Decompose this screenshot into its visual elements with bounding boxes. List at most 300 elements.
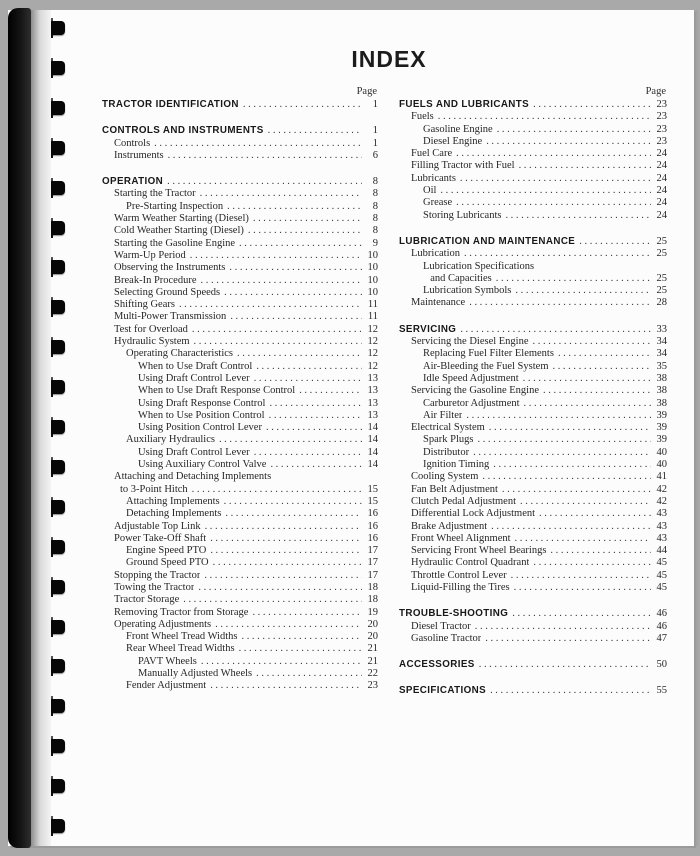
index-entry (102, 348, 378, 360)
page-number: 45 (656, 581, 667, 593)
page-number: 10 (367, 262, 378, 274)
dot-leader (205, 521, 362, 533)
dot-leader (558, 348, 651, 360)
entry-label: Power Take-Off Shaft (114, 532, 207, 544)
entry-label: Front Wheel Alignment (411, 532, 511, 544)
page-number: 15 (367, 495, 378, 507)
index-entry (102, 668, 378, 680)
page-number: 17 (367, 569, 378, 581)
dot-leader (493, 459, 651, 471)
page-number: 9 (372, 237, 378, 249)
page-number: 43 (656, 520, 667, 532)
dot-leader (210, 533, 362, 545)
page-number: 44 (656, 545, 667, 557)
index-entry (102, 324, 378, 336)
entry-label: Brake Adjustment (411, 520, 488, 532)
dot-leader (239, 643, 362, 655)
index-entry (102, 336, 378, 348)
index-entry (399, 385, 667, 397)
index-entry (102, 385, 378, 397)
dot-leader (460, 173, 651, 185)
index-entry (399, 173, 667, 185)
entry-label: Maintenance (411, 297, 466, 309)
dot-leader (497, 124, 651, 136)
page-number: 45 (656, 569, 667, 581)
page-number: 24 (656, 172, 667, 184)
dot-leader (456, 148, 651, 160)
page-number: 21 (367, 655, 378, 667)
dot-leader (192, 324, 362, 336)
page-number: 41 (656, 471, 667, 483)
dot-leader (183, 594, 362, 606)
page-number: 38 (656, 397, 667, 409)
dot-leader (210, 680, 362, 692)
index-entry (102, 361, 378, 373)
dot-leader (464, 248, 651, 260)
entry-label: Filling Tractor with Fuel (411, 160, 515, 172)
page-number: 43 (656, 508, 667, 520)
page-number: 28 (656, 297, 667, 309)
dot-leader (256, 668, 362, 680)
index-entry (399, 210, 667, 222)
entry-label: Carburetor Adjustment (423, 397, 520, 409)
index-section-heading (399, 99, 667, 111)
page-number: 13 (367, 385, 378, 397)
page-number: 20 (367, 618, 378, 630)
entry-label: Towing the Tractor (114, 581, 195, 593)
index-entry (102, 287, 378, 299)
page-number: 43 (656, 532, 667, 544)
entry-label: Selecting Ground Speeds (114, 286, 221, 298)
page-number: 18 (367, 594, 378, 606)
dot-leader (550, 545, 651, 557)
index-entry (102, 570, 378, 582)
entry-label: Hydraulic Control Quadrant (411, 557, 530, 569)
entry-label: TRACTOR IDENTIFICATION (102, 99, 239, 110)
index-entry (102, 373, 378, 385)
index-entry (102, 213, 378, 225)
entry-label: Stopping the Tractor (114, 569, 201, 581)
page-number: 46 (656, 608, 667, 620)
index-entry (102, 225, 378, 237)
dot-leader (460, 324, 651, 336)
entry-label: Starting the Tractor (114, 188, 196, 200)
page-number: 12 (367, 360, 378, 372)
entry-label: Oil (423, 185, 437, 197)
page-number: 12 (367, 323, 378, 335)
comb-binding-spine (8, 8, 31, 848)
page-number: 39 (656, 409, 667, 421)
dot-leader (225, 508, 362, 520)
dot-leader (486, 136, 651, 148)
index-entry (399, 557, 667, 569)
entry-label: Attaching Implements (126, 495, 220, 507)
dot-leader (519, 160, 651, 172)
dot-leader (469, 297, 651, 309)
dot-leader (252, 607, 362, 619)
page-number: 8 (372, 200, 378, 212)
entry-label: SPECIFICATIONS (399, 685, 487, 697)
entry-label: Lubrication Symbols (423, 285, 512, 297)
dot-leader (520, 496, 651, 508)
page-number: 13 (367, 409, 378, 421)
dot-leader (515, 285, 651, 297)
page-number: 8 (372, 176, 378, 188)
index-entry (399, 545, 667, 557)
index-entry (102, 275, 378, 287)
index-entry (399, 185, 667, 197)
entry-label: Auxiliary Hydraulics (126, 434, 215, 446)
page-number: 33 (656, 323, 667, 335)
page-number: 42 (656, 495, 667, 507)
entry-label: Observing the Instruments (114, 262, 226, 274)
dot-leader (579, 236, 651, 248)
entry-label: SERVICING (399, 323, 457, 335)
dot-leader (512, 608, 651, 620)
dot-leader (229, 262, 362, 274)
entry-label: Liquid-Filling the Tires (411, 581, 510, 593)
page-number: 46 (656, 620, 667, 632)
page-number: 6 (372, 149, 378, 161)
page-curl-edge (31, 10, 51, 846)
page-number: 45 (656, 557, 667, 569)
index-entry (399, 398, 667, 410)
index-entry (399, 496, 667, 508)
entry-label: Spark Plugs (423, 434, 474, 446)
entry-label: Shifting Gears (114, 299, 175, 311)
page-number: 21 (367, 643, 378, 655)
entry-label: Detaching Implements (126, 508, 222, 520)
dot-leader (241, 631, 362, 643)
entry-label: Break-In Procedure (114, 274, 197, 286)
index-entry (399, 197, 667, 209)
dot-leader (200, 188, 362, 200)
index-column-left (102, 86, 378, 693)
index-entry (102, 619, 378, 631)
entry-label: When to Use Position Control (138, 409, 265, 421)
index-entry (399, 521, 667, 533)
page-number: 23 (656, 111, 667, 123)
entry-label: TROUBLE-SHOOTING (399, 608, 509, 620)
dot-leader (438, 111, 651, 123)
page-number: 38 (656, 385, 667, 397)
dot-leader (456, 197, 651, 209)
dot-leader (268, 125, 362, 137)
page-number: 14 (367, 459, 378, 471)
page-number: 38 (656, 372, 667, 384)
dot-leader (204, 570, 362, 582)
page-column-label: Page (645, 86, 666, 97)
index-entry (399, 447, 667, 459)
index-entry (102, 238, 378, 250)
index-entry (399, 336, 667, 348)
index-entry (102, 299, 378, 311)
page-number: 40 (656, 459, 667, 471)
dot-leader (192, 484, 362, 496)
page-number: 24 (656, 209, 667, 221)
index-entry (399, 273, 667, 285)
index-entry (102, 607, 378, 619)
page-number: 25 (656, 285, 667, 297)
page-number: 15 (367, 483, 378, 495)
entry-label: ACCESSORIES (399, 659, 475, 671)
index-entry (399, 471, 667, 483)
page-number: 25 (656, 272, 667, 284)
dot-leader (473, 447, 651, 459)
page-number: 25 (656, 248, 667, 260)
entry-label: Starting the Gasoline Engine (114, 237, 236, 249)
index-entry (399, 261, 667, 273)
page-number: 39 (656, 434, 667, 446)
entry-label: Fan Belt Adjustment (411, 483, 498, 495)
index-column-right (399, 86, 667, 698)
page-number: 22 (367, 668, 378, 680)
index-entry (102, 680, 378, 692)
dot-leader (479, 659, 651, 671)
page-number: 24 (656, 197, 667, 209)
index-entry (102, 484, 378, 496)
entry-label: Servicing the Diesel Engine (411, 336, 529, 348)
paper-sheet (8, 10, 694, 846)
index-entry (399, 570, 667, 582)
index-entry (399, 361, 667, 373)
dot-leader (269, 410, 362, 422)
index-entry (102, 594, 378, 606)
index-entry (399, 124, 667, 136)
page-number: 18 (367, 581, 378, 593)
entry-label: LUBRICATION AND MAINTENANCE (399, 235, 576, 247)
entry-label: Controls (114, 137, 151, 149)
entry-label: Adjustable Top Link (114, 520, 201, 532)
page-number: 34 (656, 336, 667, 348)
page-number: 25 (656, 235, 667, 247)
page-number: 12 (367, 336, 378, 348)
dot-leader (230, 311, 362, 323)
dot-leader (511, 570, 651, 582)
dot-leader (533, 557, 651, 569)
entry-label: Hydraulic System (114, 336, 190, 348)
index-section-heading (399, 659, 667, 671)
entry-label: Gasoline Tractor (411, 632, 482, 644)
page-number: 23 (656, 123, 667, 135)
dot-leader (190, 250, 362, 262)
dot-leader (219, 434, 362, 446)
dot-leader (237, 348, 362, 360)
entry-label: to 3-Point Hitch (120, 483, 188, 495)
entry-label: and Capacities (430, 272, 492, 284)
dot-leader (552, 361, 651, 373)
page-number: 11 (367, 311, 378, 323)
entry-label: Operating Adjustments (114, 618, 212, 630)
entry-label: Idle Speed Adjustment (423, 372, 519, 384)
index-entry (399, 111, 667, 123)
index-section-heading (399, 608, 667, 620)
entry-label: Removing Tractor from Storage (114, 606, 249, 618)
page-number: 1 (372, 125, 378, 137)
index-entry (102, 422, 378, 434)
dot-leader (533, 99, 651, 111)
dot-leader (299, 385, 362, 397)
entry-label: Grease (423, 197, 453, 209)
dot-leader (505, 210, 651, 222)
entry-label: Servicing Front Wheel Bearings (411, 545, 547, 557)
entry-label: Cold Weather Starting (Diesel) (114, 225, 244, 237)
entry-label: Using Draft Control Lever (138, 446, 250, 458)
index-section-heading (399, 236, 667, 248)
dot-leader (227, 201, 362, 213)
page-number: 24 (656, 185, 667, 197)
page-number: 1 (372, 99, 378, 110)
page-title: INDEX (351, 46, 427, 72)
page-number: 34 (656, 348, 667, 360)
dot-leader (496, 273, 651, 285)
dot-leader (524, 398, 651, 410)
dot-leader (168, 150, 362, 162)
page-column-label: Page (356, 86, 377, 97)
index-section-heading (102, 125, 378, 137)
index-entry (102, 459, 378, 471)
page-number: 11 (367, 299, 378, 311)
index-entry (399, 410, 667, 422)
entry-label: FUELS AND LUBRICANTS (399, 99, 530, 110)
dot-leader (254, 373, 362, 385)
index-entry (102, 188, 378, 200)
entry-label: Pre-Starting Inspection (126, 200, 224, 212)
entry-label: Rear Wheel Tread Widths (126, 643, 235, 655)
entry-label: Distributor (423, 446, 470, 458)
page-number: 19 (367, 606, 378, 618)
dot-leader (543, 385, 651, 397)
entry-label: Servicing the Gasoline Engine (411, 385, 540, 397)
index-entry (399, 459, 667, 471)
entry-label: Lubricants (411, 172, 456, 184)
dot-leader (198, 582, 362, 594)
page-number: 14 (367, 434, 378, 446)
dot-leader (514, 582, 651, 594)
entry-label: Using Draft Response Control (138, 397, 266, 409)
dot-leader (248, 225, 362, 237)
entry-label: Differential Lock Adjustment (411, 508, 536, 520)
index-section-heading (102, 99, 378, 111)
entry-label: PAVT Wheels (138, 655, 197, 667)
page-number: 14 (367, 422, 378, 434)
dot-leader (502, 484, 651, 496)
dot-leader (533, 336, 651, 348)
entry-label: CONTROLS AND INSTRUMENTS (102, 125, 264, 137)
entry-label: Engine Speed PTO (126, 545, 207, 557)
entry-label: Multi-Power Transmission (114, 311, 227, 323)
dot-leader (239, 238, 362, 250)
entry-label: Clutch Pedal Adjustment (411, 495, 516, 507)
page-number: 55 (656, 685, 667, 697)
page-number: 16 (367, 532, 378, 544)
entry-label: Manually Adjusted Wheels (138, 668, 253, 680)
entry-label: Test for Overload (114, 323, 188, 335)
dot-leader (154, 138, 362, 150)
index-rows-left (102, 99, 378, 693)
entry-label: Lubrication (411, 248, 460, 260)
page-number: 10 (367, 249, 378, 261)
entry-label: Warm Weather Starting (Diesel) (114, 213, 249, 225)
dot-leader (440, 185, 651, 197)
index-section-heading (102, 176, 378, 188)
dot-leader (224, 287, 362, 299)
index-entry (102, 201, 378, 213)
index-section-heading (399, 324, 667, 336)
dot-leader (515, 533, 651, 545)
entry-label: Ignition Timing (423, 459, 490, 471)
entry-label: When to Use Draft Response Control (138, 385, 296, 397)
index-entry (102, 521, 378, 533)
dot-leader (201, 656, 362, 668)
dot-leader (179, 299, 362, 311)
page-number: 10 (367, 286, 378, 298)
dot-leader (466, 410, 651, 422)
entry-label: Attaching and Detaching Implements (114, 471, 272, 483)
index-entry (399, 148, 667, 160)
entry-label: Lubrication Specifications (423, 260, 535, 272)
index-entry (102, 508, 378, 520)
entry-label: Using Auxiliary Control Valve (138, 459, 267, 471)
page-number: 24 (656, 148, 667, 160)
index-entry (102, 311, 378, 323)
dot-leader (215, 619, 362, 631)
entry-label: OPERATION (102, 176, 164, 188)
entry-label: Fender Adjustment (126, 680, 207, 692)
entry-label: When to Use Draft Control (138, 360, 253, 372)
page-number: 8 (372, 188, 378, 200)
page-number: 39 (656, 422, 667, 434)
page-number: 23 (656, 99, 667, 110)
page-number: 13 (367, 372, 378, 384)
index-entry (399, 160, 667, 172)
index-entry (102, 262, 378, 274)
dot-leader (224, 496, 362, 508)
index-entry (102, 582, 378, 594)
index-entry (102, 471, 378, 483)
page-number: 35 (656, 360, 667, 372)
index-entry (399, 248, 667, 260)
index-rows-right (399, 99, 667, 698)
entry-label: Cooling System (411, 471, 479, 483)
dot-leader (477, 434, 651, 446)
index-entry (399, 633, 667, 645)
dot-leader (269, 398, 362, 410)
dot-leader (489, 422, 651, 434)
page-number: 13 (367, 397, 378, 409)
index-entry (102, 545, 378, 557)
index-entry (399, 434, 667, 446)
index-entry (102, 138, 378, 150)
page-number: 23 (367, 680, 378, 692)
index-entry (102, 410, 378, 422)
index-entry (102, 447, 378, 459)
index-entry (102, 434, 378, 446)
page-number: 1 (372, 137, 378, 149)
page-number: 14 (367, 446, 378, 458)
index-entry (399, 348, 667, 360)
index-entry (399, 297, 667, 309)
entry-label: Using Position Control Lever (138, 422, 262, 434)
page-number: 12 (367, 348, 378, 360)
index-entry (399, 285, 667, 297)
entry-label: Tractor Storage (114, 594, 180, 606)
dot-leader (194, 336, 362, 348)
index-entry (399, 373, 667, 385)
index-entry (399, 508, 667, 520)
dot-leader (253, 213, 362, 225)
page-number: 20 (367, 631, 378, 643)
